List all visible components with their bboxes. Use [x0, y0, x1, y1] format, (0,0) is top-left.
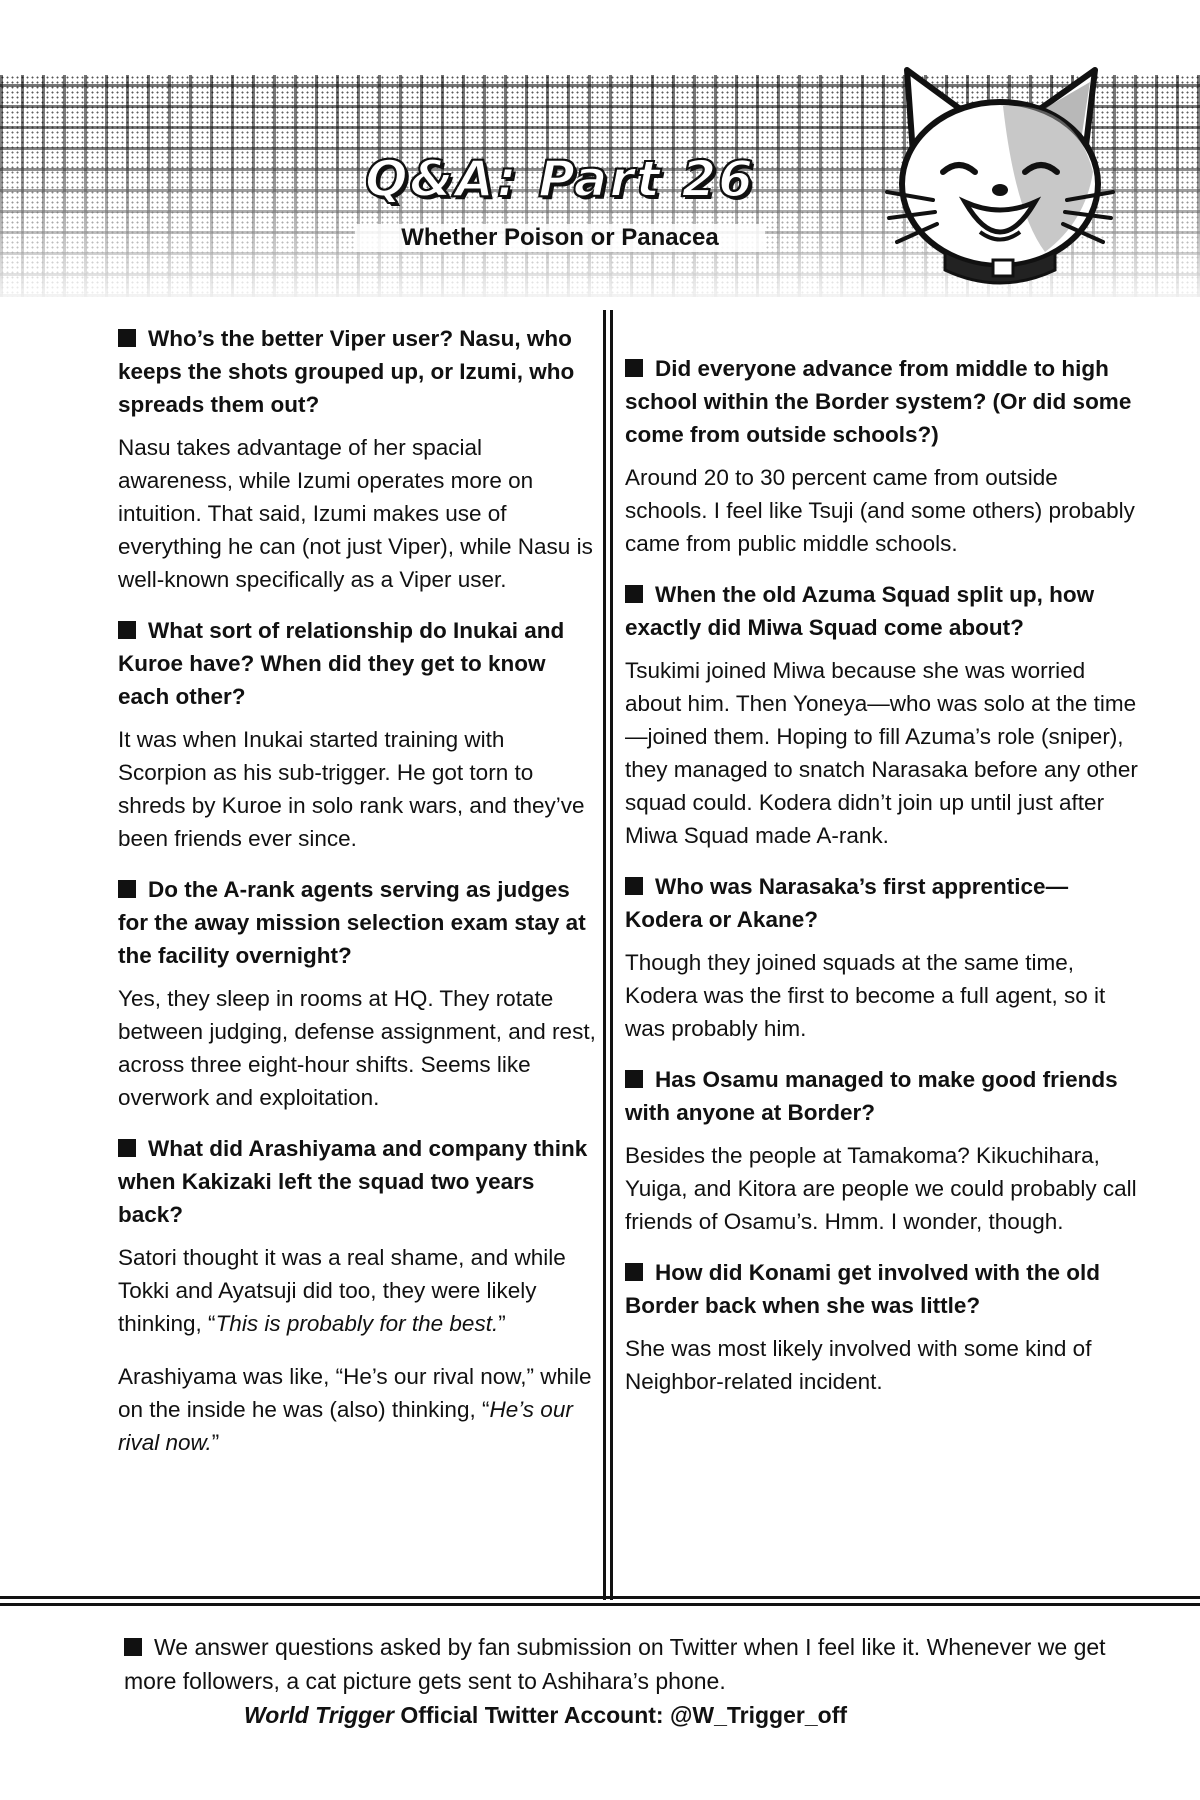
page-subtitle: Whether Poison or Panacea — [355, 224, 765, 252]
question: Do the A-rank agents serving as judges for the away mission selection exam stay at the facility overnight? — [118, 877, 586, 968]
footer-note: We answer questions asked by fan submission on Twitter when I feel like it. Whenever we get more followers, a cat picture gets sent to Ashihara’s phone. — [124, 1634, 1106, 1694]
qa-item — [625, 578, 1145, 852]
answer: Satori thought it was a real shame, and while Tokki and Ayatsuji did too, they were likely thinking, “This is probably for the best.” — [118, 1245, 566, 1336]
answer: Nasu takes advantage of her spacial awareness, while Izumi operates more on intuition. That said, Izumi makes use of everything he can (not just Viper), while Nasu is well-known specifically as a Viper user. — [118, 435, 593, 592]
twitter-account-line: World Trigger Official Twitter Account: @W_Trigger_off — [244, 1702, 848, 1728]
qa-item — [625, 1063, 1145, 1238]
question: Who was Narasaka’s first apprentice—Kodera or Akane? — [625, 874, 1069, 932]
answer: Tsukimi joined Miwa because she was worried about him. Then Yoneya—who was solo at the time—joined them. Hoping to fill Azuma’s role (sniper), they managed to snatch Narasaka before any other squad could. Kodera didn’t join up until just after Miwa Squad made A-rank. — [625, 658, 1138, 848]
qa-item — [118, 873, 598, 1114]
footer-divider — [0, 1603, 1200, 1606]
answer-continued: Arashiyama was like, “He’s our rival now,” while on the inside he was (also) thinking, “He’s our rival now.” — [118, 1364, 592, 1455]
page-title: Q&A: Part 26 — [365, 150, 755, 208]
bullet-square-icon — [625, 877, 643, 895]
qa-item — [118, 614, 598, 855]
qa-item — [625, 870, 1145, 1045]
qa-item — [625, 352, 1145, 560]
left-column — [118, 322, 598, 1477]
qa-item — [118, 322, 598, 596]
bullet-square-icon — [118, 621, 136, 639]
qa-item — [118, 1132, 598, 1459]
footer-divider — [0, 1596, 1200, 1599]
bullet-square-icon — [625, 1070, 643, 1088]
bullet-square-icon — [625, 359, 643, 377]
question: What sort of relationship do Inukai and Kuroe have? When did they get to know each other? — [118, 618, 565, 709]
answer: Around 20 to 30 percent came from outside schools. I feel like Tsuji (and some others) probably came from public middle schools. — [625, 465, 1135, 556]
bullet-square-icon — [625, 1263, 643, 1281]
cat-mascot-icon — [885, 62, 1115, 297]
qa-item — [625, 1256, 1145, 1398]
question: Has Osamu managed to make good friends with anyone at Border? — [625, 1067, 1118, 1125]
column-divider — [610, 310, 613, 1600]
answer: It was when Inukai started training with Scorpion as his sub-trigger. He got torn to shreds by Kuroe in solo rank wars, and they’ve been friends ever since. — [118, 727, 585, 851]
question: When the old Azuma Squad split up, how exactly did Miwa Squad come about? — [625, 582, 1095, 640]
bullet-square-icon — [118, 880, 136, 898]
answer: Yes, they sleep in rooms at HQ. They rotate between judging, defense assignment, and rest, across three eight-hour shifts. Seems like overwork and exploitation. — [118, 986, 596, 1110]
answer: Though they joined squads at the same time, Kodera was the first to become a full agent, so it was probably him. — [625, 950, 1106, 1041]
bullet-square-icon — [625, 585, 643, 603]
question: How did Konami get involved with the old Border back when she was little? — [625, 1260, 1101, 1318]
right-column — [625, 352, 1145, 1416]
column-divider — [603, 310, 606, 1600]
question: What did Arashiyama and company think when Kakizaki left the squad two years back? — [118, 1136, 588, 1227]
question: Who’s the better Viper user? Nasu, who keeps the shots grouped up, or Izumi, who spreads them out? — [118, 326, 575, 417]
bullet-square-icon — [124, 1638, 142, 1656]
bullet-square-icon — [118, 329, 136, 347]
bullet-square-icon — [118, 1139, 136, 1157]
question: Did everyone advance from middle to high school within the Border system? (Or did some come from outside schools?) — [625, 356, 1132, 447]
answer: Besides the people at Tamakoma? Kikuchihara, Yuiga, and Kitora are people we could probably call friends of Osamu’s. Hmm. I wonder, though. — [625, 1143, 1137, 1234]
answer: She was most likely involved with some kind of Neighbor-related incident. — [625, 1336, 1092, 1394]
